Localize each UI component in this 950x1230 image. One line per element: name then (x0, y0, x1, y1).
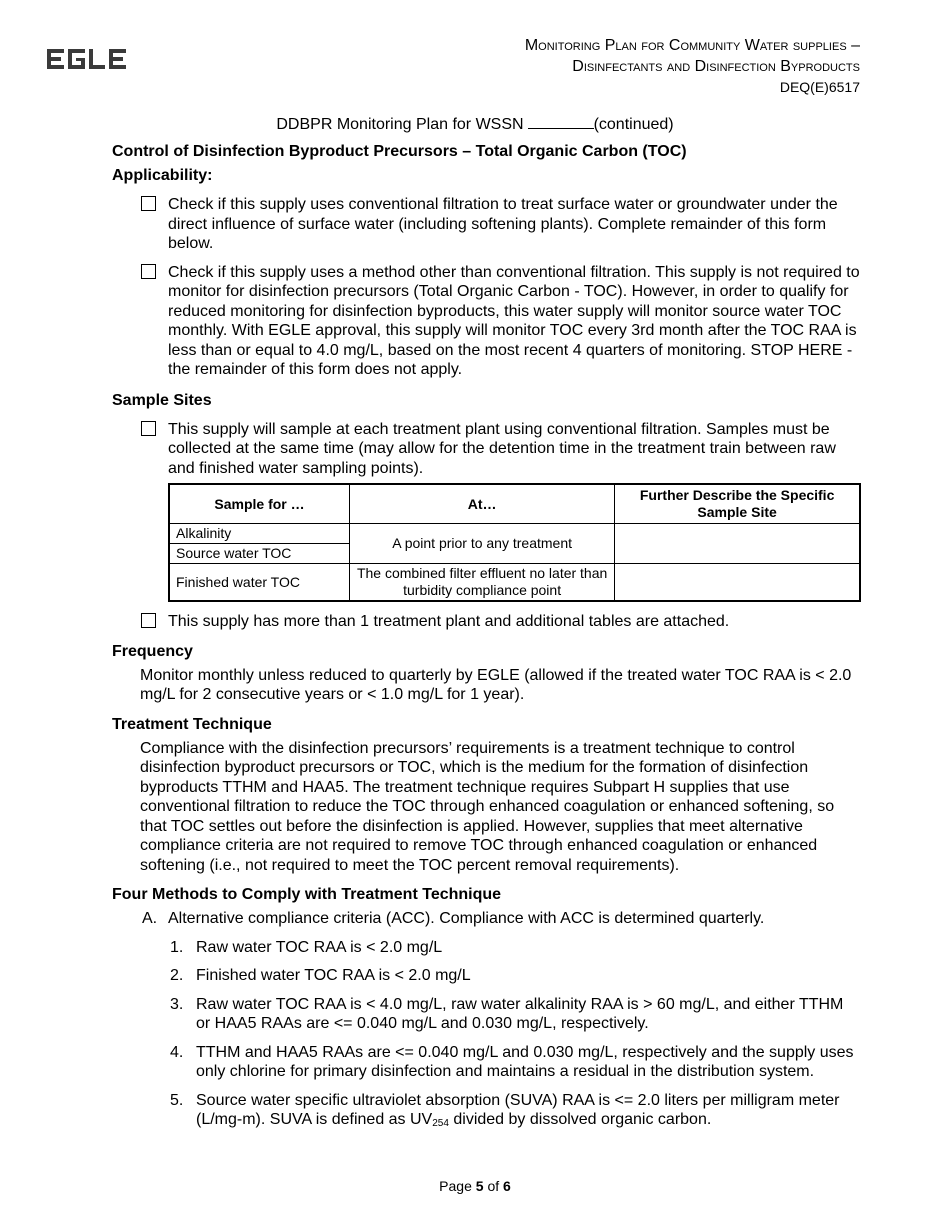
sample-each-plant-checkbox[interactable] (141, 421, 156, 436)
logo-text: EGLE (47, 47, 50, 48)
sample-sites-option-text: This supply will sample at each treatment plant using conventional filtration. Samples must be collected at the same time (may allow for the detention time in the treatment train between raw and finished water sampling points). (168, 420, 836, 477)
methods-heading: Four Methods to Comply with Treatment Technique (112, 886, 502, 903)
sample-sites-heading: Sample Sites (112, 391, 212, 409)
subtitle-suffix: (continued) (593, 116, 674, 133)
table-row (169, 524, 860, 544)
col-sample-for: Sample for … (169, 484, 350, 524)
document-header (525, 35, 860, 98)
sample-sites-option (112, 420, 862, 479)
header-title-line1: Monitoring Plan for Community Water supplies – (524, 37, 860, 54)
sample-alkalinity: Alkalinity (169, 524, 350, 544)
applicability-heading: Applicability: (112, 167, 213, 184)
col-further-describe: Further Describe the Specific Sample Site (615, 484, 860, 524)
list-item (112, 1043, 862, 1082)
applicability-option-other (112, 263, 862, 380)
describe-site-cell-1[interactable] (615, 524, 860, 564)
at-prior-treatment: A point prior to any treatment (350, 524, 615, 564)
form-number: DEQ(E)6517 (779, 79, 860, 95)
page-footer (0, 1177, 950, 1197)
sample-source-toc: Source water TOC (169, 544, 350, 564)
sample-sites-table (168, 483, 861, 602)
plan-subtitle (0, 114, 950, 135)
sample-finished-toc: Finished water TOC (169, 564, 350, 602)
table-row (169, 564, 860, 602)
uv-subscript: 254 (432, 1118, 449, 1129)
egle-logo (47, 47, 127, 71)
item-text: TTHM and HAA5 RAAs are <= 0.040 mg/L and 0.030 mg/L, respectively and the supply uses only chlorine for primary disinfection and maintains a residual in the distribution system. (196, 1043, 854, 1080)
applicability-option2-text: Check if this supply uses a method other than conventional filtration. This supply is not required to monitor for disinfection precursors (Total Organic Carbon - TOC). However, in order to qualify for reduced monitoring for disinfection byproducts, this water supply will monitor source water TOC monthly. With EGLE approval, this supply will monitor TOC every 3rd month after the TOC RAA is less than or equal to 4.0 mg/L, based on the most recent 4 quarters of monitoring. STOP HERE - the remainder of this form does not apply. (168, 263, 860, 378)
header-title-line2: Disinfectants and Disinfection Byproducts (572, 58, 860, 75)
item-number: 3. (170, 995, 184, 1013)
describe-site-cell-2[interactable] (615, 564, 860, 602)
applicability-option1-text: Check if this supply uses conventional filtration to treat surface water or groundwater under the direct influence of surface water (including softening plants). Complete remainder of this form below. (168, 196, 838, 252)
item-text: Raw water TOC RAA is < 2.0 mg/L (196, 938, 443, 956)
treatment-heading: Treatment Technique (112, 715, 272, 733)
method-a (112, 909, 862, 929)
section-title: Control of Disinfection Byproduct Precursors – Total Organic Carbon (TOC) (112, 143, 687, 160)
list-item (112, 966, 862, 986)
item-number: 5. (170, 1091, 184, 1109)
list-item (112, 938, 862, 958)
conventional-filtration-checkbox[interactable] (141, 196, 156, 211)
item-text: Raw water TOC RAA is < 4.0 mg/L, raw water alkalinity RAA is > 60 mg/L, and either TTHM or HAA5 RAAs are <= 0.040 mg/L and 0.030 mg/L, respectively. (196, 995, 844, 1032)
method-a-text: Alternative compliance criteria (ACC). Compliance with ACC is determined quarterly. (168, 910, 765, 927)
current-page: 5 (475, 1178, 484, 1194)
item-number: 4. (170, 1043, 184, 1061)
item-number: 2. (170, 967, 184, 984)
wssn-blank-field[interactable] (528, 114, 594, 129)
other-method-checkbox[interactable] (141, 264, 156, 279)
applicability-option-conventional (112, 195, 862, 254)
footer-prefix: Page (439, 1178, 476, 1194)
frequency-text: Monitor monthly unless reduced to quarterly by EGLE (allowed if the treated water TOC RAA is < 2.0 mg/L for 2 consecutive years or < 1.0 mg/L for 1 year). (140, 666, 852, 703)
item-number: 1. (170, 938, 184, 956)
list-item (112, 1091, 862, 1130)
more-plants-text: This supply has more than 1 treatment plant and additional tables are attached. (168, 613, 730, 630)
item5-text-a: Source water specific ultraviolet absorption (SUVA) RAA is <= 2.0 liters per milligram meter (L/mg-m). SUVA is defined as UV (196, 1091, 840, 1128)
treatment-text: Compliance with the disinfection precursors’ requirements is a treatment technique to control disinfection byproduct precursors or TOC, which is the medium for the formation of disinfection byproducts TTHM and HAA5. The treatment technique requires Subpart H supplies that use conventional filtration to reduce the TOC through enhanced coagulation or enhanced softening, so that TOC settles out before the disinfection is applied. However, supplies that meet alternative compliance criteria are not required to remove TOC through enhanced coagulation or enhanced softening (i.e., not required to meet the TOC percent removal requirements). (140, 739, 835, 874)
more-plants-checkbox[interactable] (141, 613, 156, 628)
item5-text-b: divided by dissolved organic carbon. (448, 1111, 712, 1128)
total-pages: 6 (503, 1178, 511, 1194)
item-text: Finished water TOC RAA is < 2.0 mg/L (196, 967, 471, 984)
list-item (112, 995, 862, 1034)
frequency-heading: Frequency (112, 642, 193, 660)
at-combined-filter: The combined filter effluent no later than turbidity compliance point (350, 564, 615, 602)
document-body (112, 142, 862, 1130)
method-a-label: A. (142, 910, 158, 927)
table-header-row (169, 484, 860, 524)
footer-mid: of (483, 1178, 504, 1194)
col-at: At… (350, 484, 615, 524)
more-plants-option (112, 612, 862, 632)
subtitle-prefix: DDBPR Monitoring Plan for WSSN (276, 116, 524, 133)
